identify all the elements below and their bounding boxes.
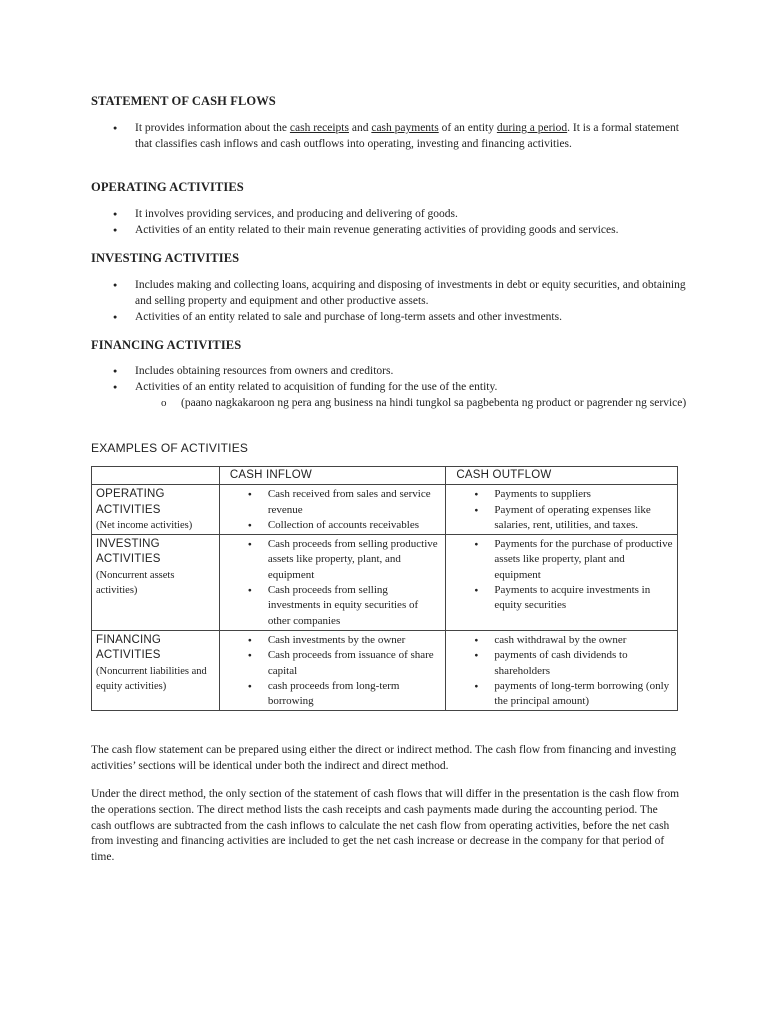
section-title-statement-of-cash-flows: STATEMENT OF CASH FLOWS	[91, 94, 276, 108]
table-row	[92, 535, 678, 631]
table-header-row	[92, 467, 678, 485]
operating-bullet-list	[91, 207, 691, 239]
inflow-list	[224, 537, 442, 629]
row-sublabel: (Noncurrent liabilities and equity activities)	[96, 665, 207, 692]
scf-text-1: It provides information about the	[135, 122, 290, 134]
list-item: ● Collection of accounts receivables	[224, 518, 442, 533]
list-item: ● payments of long-term borrowing (only the principal amount)	[450, 679, 673, 710]
row-label: INVESTING ACTIVITIES	[96, 538, 161, 566]
list-item: ● Cash proceeds from issuance of share capital	[224, 648, 442, 679]
financing-sub-bullet: o (paano nagkakaroon ng pera ang business na hindi tungkol sa pagbebenta ng product or pagrender ng service)	[135, 396, 691, 412]
scf-text-3: of an entity	[438, 122, 497, 134]
inflow-list	[224, 633, 442, 709]
list-item: ● Cash proceeds from selling productive assets like property, plant, and equipment	[224, 537, 442, 583]
outflow-cell	[446, 630, 678, 710]
financing-sub-list	[135, 396, 691, 412]
row-label-cell	[92, 630, 220, 710]
outflow-cell	[446, 535, 678, 631]
list-item: ● payments of cash dividends to shareholders	[450, 648, 673, 679]
financing-bullet-text: Activities of an entity related to acquisition of funding for the use of the entity.	[135, 380, 498, 393]
section-title-financing-activities: FINANCING ACTIVITIES	[91, 338, 242, 352]
financing-bullet-item	[91, 380, 691, 412]
scf-bullet-list	[91, 121, 691, 153]
inflow-cell	[219, 485, 446, 535]
scf-bullet-item	[91, 121, 691, 153]
investing-bullet-item: ● Includes making and collecting loans, acquiring and disposing of investments in debt or equity securities, and obtaining and selling property and equipment and other productive assets.	[91, 278, 691, 310]
row-label: OPERATING ACTIVITIES	[96, 488, 165, 516]
section-title-investing-activities: INVESTING ACTIVITIES	[91, 251, 240, 265]
outflow-cell	[446, 485, 678, 535]
table-header-empty	[92, 467, 220, 485]
table-header-cash-inflow: CASH INFLOW	[219, 467, 446, 485]
underlined-cash-receipts: cash receipts	[289, 122, 349, 134]
underlined-cash-payments: cash payments	[371, 122, 439, 134]
financing-bullet-item: ● Includes obtaining resources from owners and creditors.	[91, 364, 691, 380]
investing-bullet-list	[91, 278, 691, 325]
paragraph-direct-indirect: The cash flow statement can be prepared using either the direct or indirect method. The cash flow from financing and investing activities’ sections will be identical under both the indirect and direct method.	[91, 744, 677, 772]
investing-bullet-item: ● Activities of an entity related to sale and purchase of long-term assets and other investments.	[91, 310, 691, 326]
row-label-cell	[92, 485, 220, 535]
list-item: ● Payments for the purchase of productive assets like property, plant and equipment	[450, 537, 673, 583]
outflow-list	[450, 537, 673, 613]
section-title-operating-activities: OPERATING ACTIVITIES	[91, 180, 244, 194]
inflow-cell	[219, 630, 446, 710]
row-sublabel: (Noncurrent assets activities)	[96, 569, 175, 597]
inflow-list	[224, 487, 442, 533]
list-item: ● cash withdrawal by the owner	[450, 633, 673, 648]
financing-bullet-list	[91, 364, 691, 411]
scf-text-2: and	[348, 122, 372, 134]
list-item: ● Cash received from sales and service revenue	[224, 487, 442, 518]
outflow-list	[450, 487, 673, 533]
list-item: ● Payment of operating expenses like salaries, rent, utilities, and taxes.	[450, 503, 673, 534]
operating-bullet-item: ● It involves providing services, and producing and delivering of goods.	[91, 207, 691, 223]
row-label-cell	[92, 535, 220, 631]
inflow-cell	[219, 535, 446, 631]
list-item: ● Cash proceeds from selling investments in equity securities of other companies	[224, 583, 442, 629]
table-header-cash-outflow: CASH OUTFLOW	[446, 467, 678, 485]
list-item: ● Payments to suppliers	[450, 487, 673, 502]
scf-text-4: . It is a formal statement that classifies cash inflows and cash outflows into operating, investing and financing activities.	[135, 122, 679, 150]
paragraph-direct-method: Under the direct method, the only section of the statement of cash flows that will differ in the presentation is the cash flow from the operations section. The direct method lists the cash receipts and cash payments made during the accounting period. The cash outflows are subtracted from the cash inflows to calculate the net cash flow from operating activities, before the net cash from investing and financing activities are included to get the net cash increase or decrease in the company for that period of time.	[91, 788, 680, 864]
row-sublabel: (Net income activities)	[96, 519, 193, 531]
list-item: ● cash proceeds from long-term borrowing	[224, 679, 442, 710]
examples-table	[91, 466, 678, 711]
table-row	[92, 485, 678, 535]
underlined-during-a-period: during a period	[496, 122, 568, 134]
table-row	[92, 630, 678, 710]
operating-bullet-item: ● Activities of an entity related to their main revenue generating activities of providing goods and services.	[91, 223, 691, 239]
list-item: ● Payments to acquire investments in equity securities	[450, 583, 673, 614]
outflow-list	[450, 633, 673, 709]
examples-title: EXAMPLES OF ACTIVITIES	[91, 441, 249, 455]
row-label: FINANCING ACTIVITIES	[96, 633, 162, 662]
list-item: ● Cash investments by the owner	[224, 633, 442, 648]
